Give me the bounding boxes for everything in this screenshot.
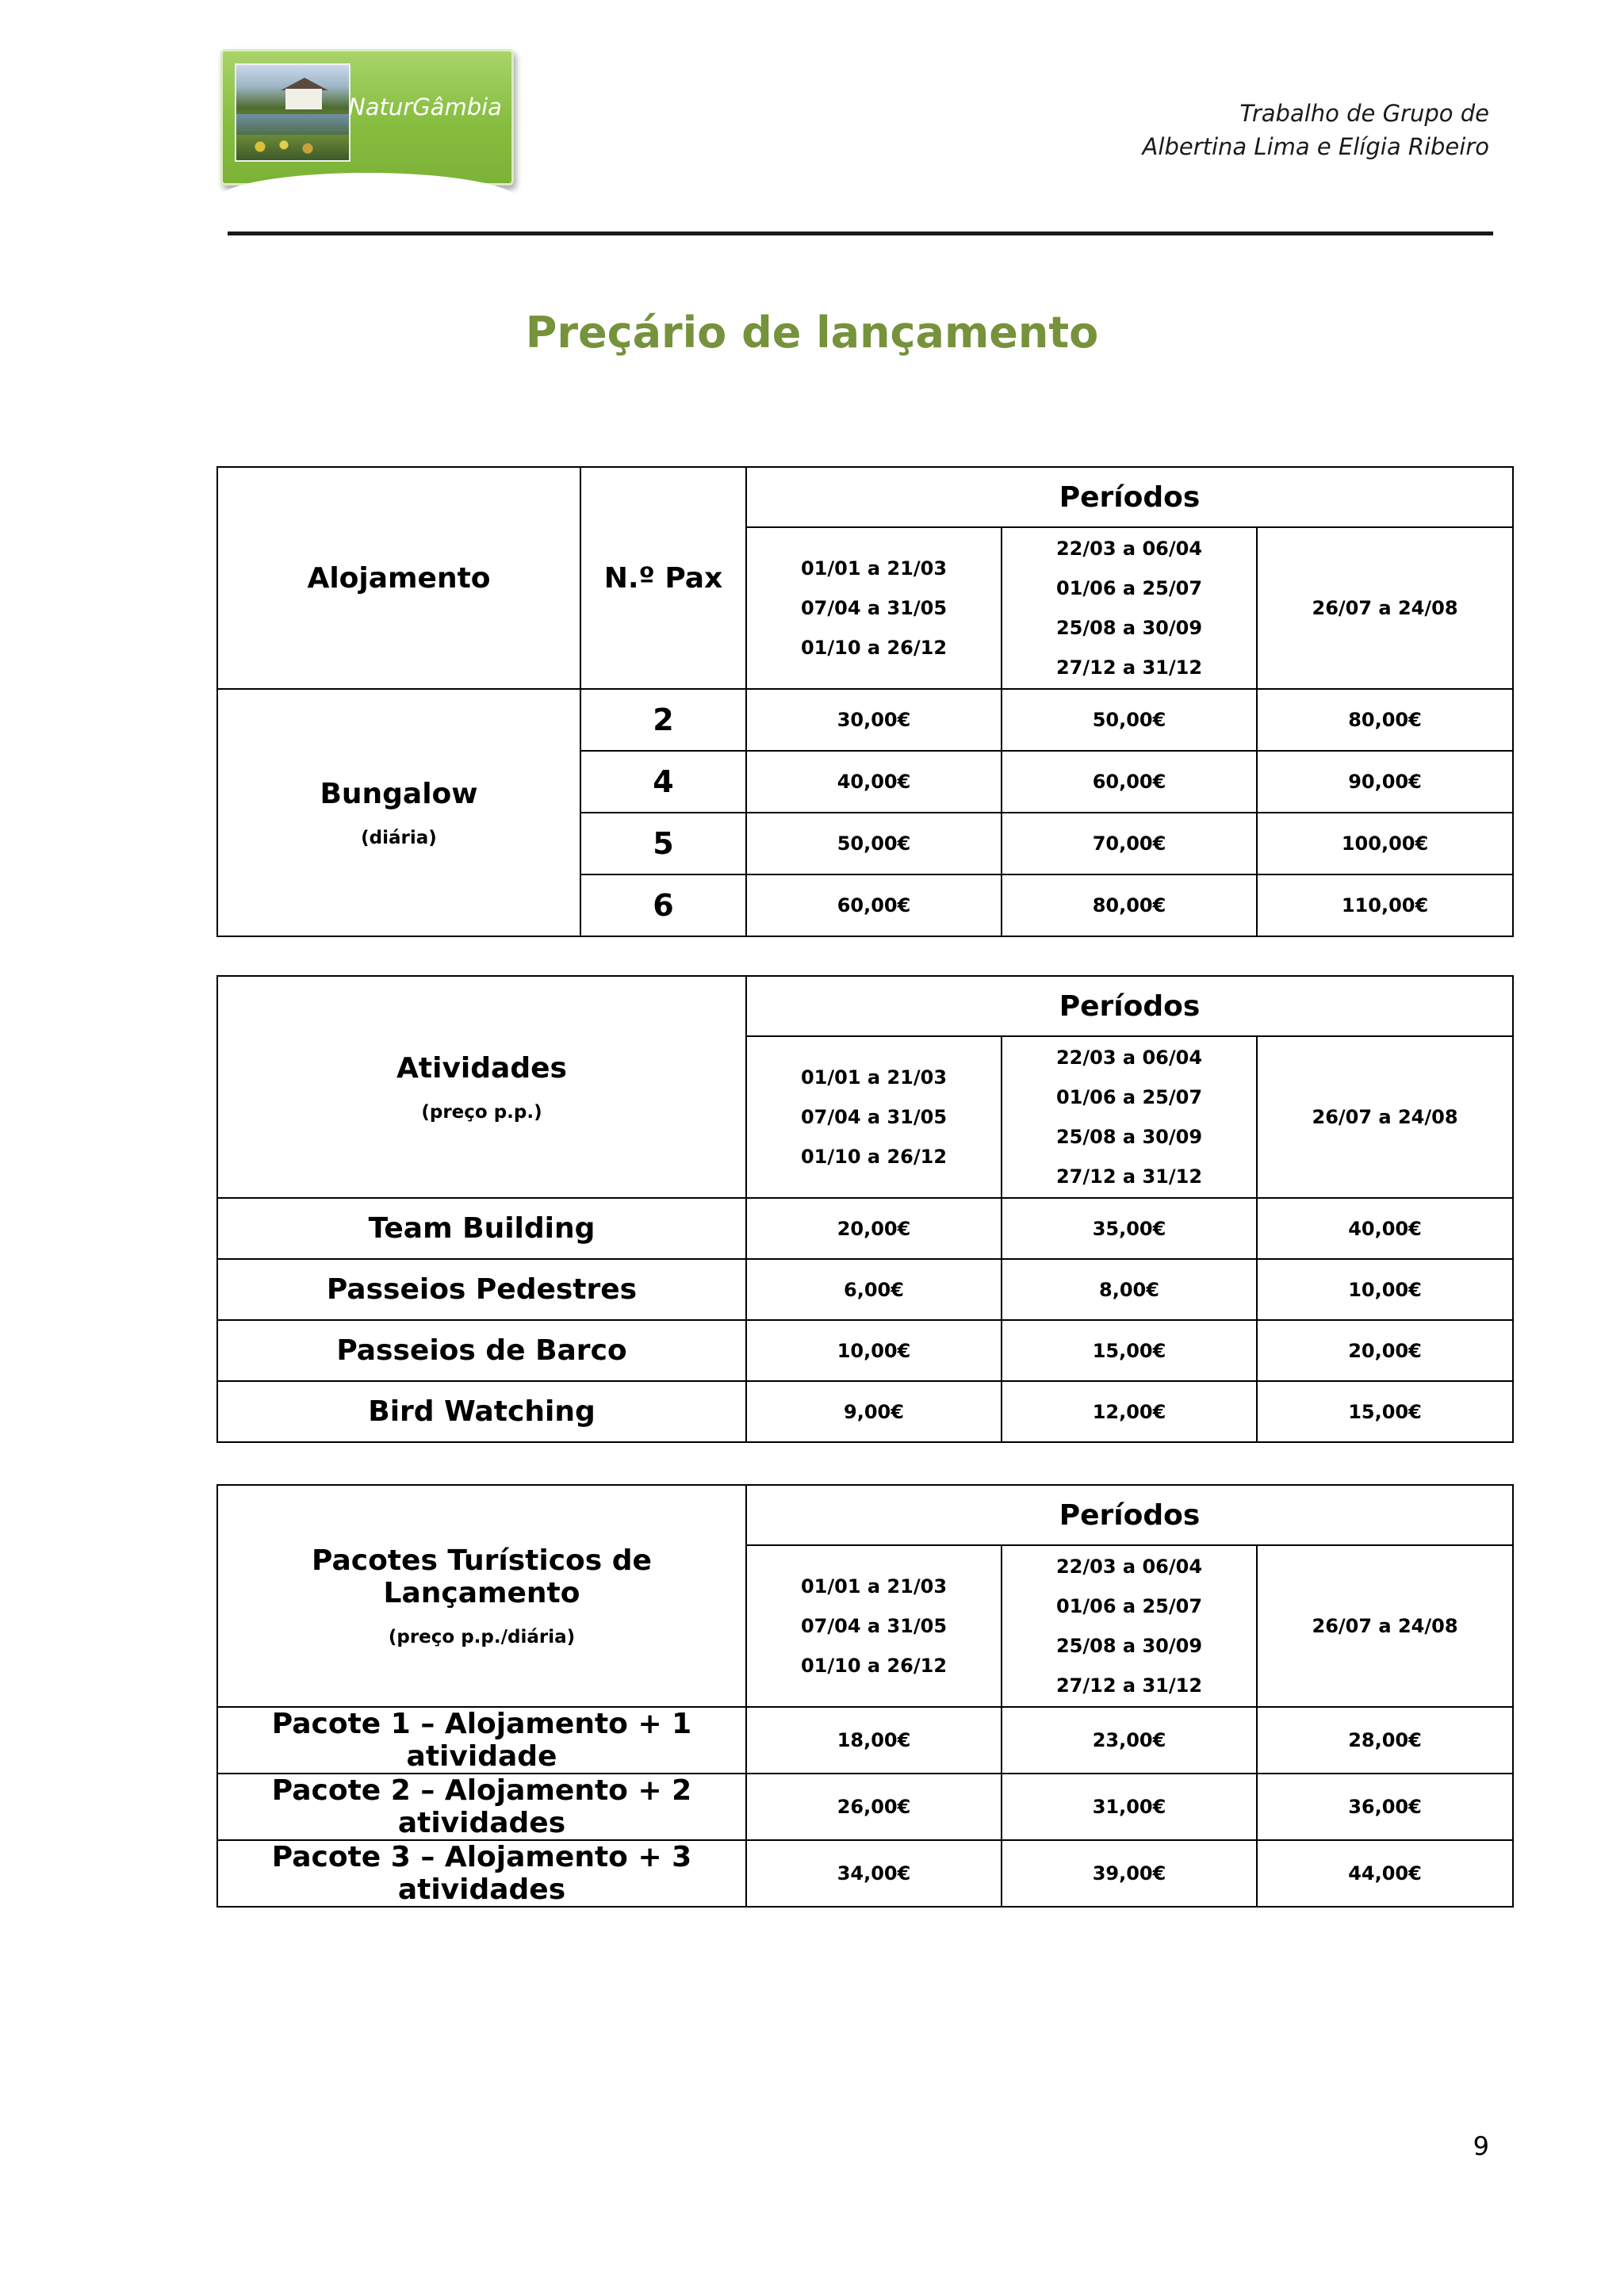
- pax-header-cell: [580, 467, 746, 689]
- price-value: 28,00€: [1348, 1729, 1422, 1751]
- bungalow-cell: [217, 689, 580, 936]
- period-range: 01/06 a 25/07: [1055, 1595, 1203, 1617]
- price-value: 9,00€: [844, 1400, 904, 1423]
- atividades-header-label: Atividades: [396, 1051, 567, 1085]
- period-col-2: [1002, 527, 1257, 689]
- pax-header-label: N.º Pax: [603, 561, 723, 595]
- period-range: 26/07 a 24/08: [1312, 597, 1458, 619]
- page-number: 9: [1473, 2131, 1489, 2161]
- pacotes-header-note: (preço p.p./diária): [388, 1627, 576, 1647]
- atividades-header-note: (preço p.p.): [421, 1101, 542, 1123]
- periodos-header: [746, 976, 1513, 1036]
- period-range: 07/04 a 31/05: [800, 1615, 948, 1637]
- naturgambia-logo: [220, 49, 514, 186]
- period-range: 27/12 a 31/12: [1055, 1674, 1203, 1697]
- price-value: 6,00€: [844, 1278, 904, 1301]
- price-value: 90,00€: [1348, 771, 1422, 793]
- price-value: 12,00€: [1092, 1400, 1166, 1423]
- header-line-2: Albertina Lima e Elígia Ribeiro: [1142, 133, 1489, 160]
- period-col-1: [746, 1036, 1002, 1198]
- periodos-label: Períodos: [1059, 480, 1201, 514]
- package-name: Pacote 3 – Alojamento + 3 atividades: [271, 1841, 692, 1906]
- price-value: 39,00€: [1092, 1862, 1166, 1885]
- pax-value: 4: [653, 764, 674, 799]
- pacotes-header-label: Pacotes Turísticos de Lançamento: [312, 1544, 652, 1609]
- alojamento-table: [216, 466, 1514, 937]
- price-value: 50,00€: [1092, 709, 1166, 731]
- activity-name: Passeios de Barco: [336, 1334, 627, 1367]
- period-col-2: [1002, 1036, 1257, 1198]
- period-range: 27/12 a 31/12: [1055, 656, 1203, 679]
- atividades-table: [216, 975, 1514, 1443]
- price-value: 36,00€: [1348, 1796, 1422, 1818]
- period-range: 25/08 a 30/09: [1055, 617, 1203, 639]
- period-range: 22/03 a 06/04: [1055, 538, 1203, 560]
- period-range: 22/03 a 06/04: [1055, 1556, 1203, 1578]
- price-value: 15,00€: [1092, 1339, 1166, 1362]
- price-value: 20,00€: [1348, 1339, 1422, 1362]
- price-value: 8,00€: [1099, 1278, 1159, 1301]
- pacotes-table: [216, 1484, 1514, 1908]
- price-value: 44,00€: [1348, 1862, 1422, 1885]
- price-value: 10,00€: [1348, 1278, 1422, 1301]
- price-value: 26,00€: [837, 1796, 911, 1818]
- period-range: 01/10 a 26/12: [800, 1146, 948, 1168]
- price-value: 30,00€: [837, 709, 911, 731]
- logo-photo-image: [235, 63, 350, 162]
- header-line-1: Trabalho de Grupo de: [1239, 100, 1489, 127]
- price-value: 18,00€: [837, 1729, 911, 1751]
- price-value: 60,00€: [837, 894, 911, 916]
- alojamento-header-cell: [217, 467, 580, 689]
- header-authors: [1143, 97, 1489, 163]
- period-range: 01/01 a 21/03: [800, 1575, 948, 1598]
- price-value: 40,00€: [837, 771, 911, 793]
- package-name: Pacote 2 – Alojamento + 2 atividades: [271, 1774, 692, 1839]
- price-value: 50,00€: [837, 832, 911, 855]
- period-range: 25/08 a 30/09: [1055, 1635, 1203, 1657]
- price-value: 10,00€: [837, 1339, 911, 1362]
- period-range: 01/01 a 21/03: [800, 557, 948, 580]
- period-col-3: [1257, 527, 1513, 689]
- period-range: 27/12 a 31/12: [1055, 1165, 1203, 1188]
- period-col-2: [1002, 1545, 1257, 1707]
- pax-value: 6: [653, 888, 674, 923]
- period-range: 01/01 a 21/03: [800, 1066, 948, 1089]
- period-col-3: [1257, 1545, 1513, 1707]
- periodos-label: Períodos: [1059, 989, 1201, 1023]
- price-value: 80,00€: [1092, 894, 1166, 916]
- period-col-3: [1257, 1036, 1513, 1198]
- price-value: 31,00€: [1092, 1796, 1166, 1818]
- periodos-label: Períodos: [1059, 1498, 1201, 1532]
- page-title: Preçário de lançamento: [525, 308, 1099, 358]
- period-range: 22/03 a 06/04: [1055, 1047, 1203, 1069]
- alojamento-header-label: Alojamento: [307, 561, 491, 595]
- price-value: 40,00€: [1348, 1217, 1422, 1240]
- period-range: 01/10 a 26/12: [800, 1655, 948, 1677]
- pacotes-header-cell: [217, 1485, 746, 1707]
- period-range: 25/08 a 30/09: [1055, 1126, 1203, 1148]
- activity-name: Passeios Pedestres: [326, 1273, 638, 1306]
- price-value: 23,00€: [1092, 1729, 1166, 1751]
- header-divider: [228, 232, 1493, 235]
- period-range: 26/07 a 24/08: [1312, 1615, 1458, 1637]
- period-range: 01/06 a 25/07: [1055, 1086, 1203, 1108]
- periodos-header: [746, 467, 1513, 527]
- activity-name: Team Building: [368, 1212, 596, 1245]
- period-range: 26/07 a 24/08: [1312, 1106, 1458, 1128]
- price-value: 20,00€: [837, 1217, 911, 1240]
- period-range: 01/10 a 26/12: [800, 637, 948, 659]
- price-value: 110,00€: [1341, 894, 1429, 916]
- price-value: 80,00€: [1348, 709, 1422, 731]
- period-range: 01/06 a 25/07: [1055, 577, 1203, 599]
- period-range: 07/04 a 31/05: [800, 597, 948, 619]
- period-col-1: [746, 527, 1002, 689]
- price-value: 35,00€: [1092, 1217, 1166, 1240]
- bungalow-label: Bungalow: [320, 777, 478, 810]
- price-value: 34,00€: [837, 1862, 911, 1885]
- price-value: 15,00€: [1348, 1400, 1422, 1423]
- pax-value: 2: [653, 702, 674, 737]
- pax-value: 5: [653, 826, 674, 861]
- package-name: Pacote 1 – Alojamento + 1 atividade: [271, 1708, 692, 1773]
- price-value: 70,00€: [1092, 832, 1166, 855]
- period-range: 07/04 a 31/05: [800, 1106, 948, 1128]
- period-col-1: [746, 1545, 1002, 1707]
- logo-text: NaturGâmbia: [348, 94, 502, 121]
- atividades-header-cell: [217, 976, 746, 1198]
- price-value: 60,00€: [1092, 771, 1166, 793]
- price-value: 100,00€: [1341, 832, 1429, 855]
- activity-name: Bird Watching: [368, 1395, 596, 1428]
- periodos-header: [746, 1485, 1513, 1545]
- bungalow-note: (diária): [361, 827, 437, 848]
